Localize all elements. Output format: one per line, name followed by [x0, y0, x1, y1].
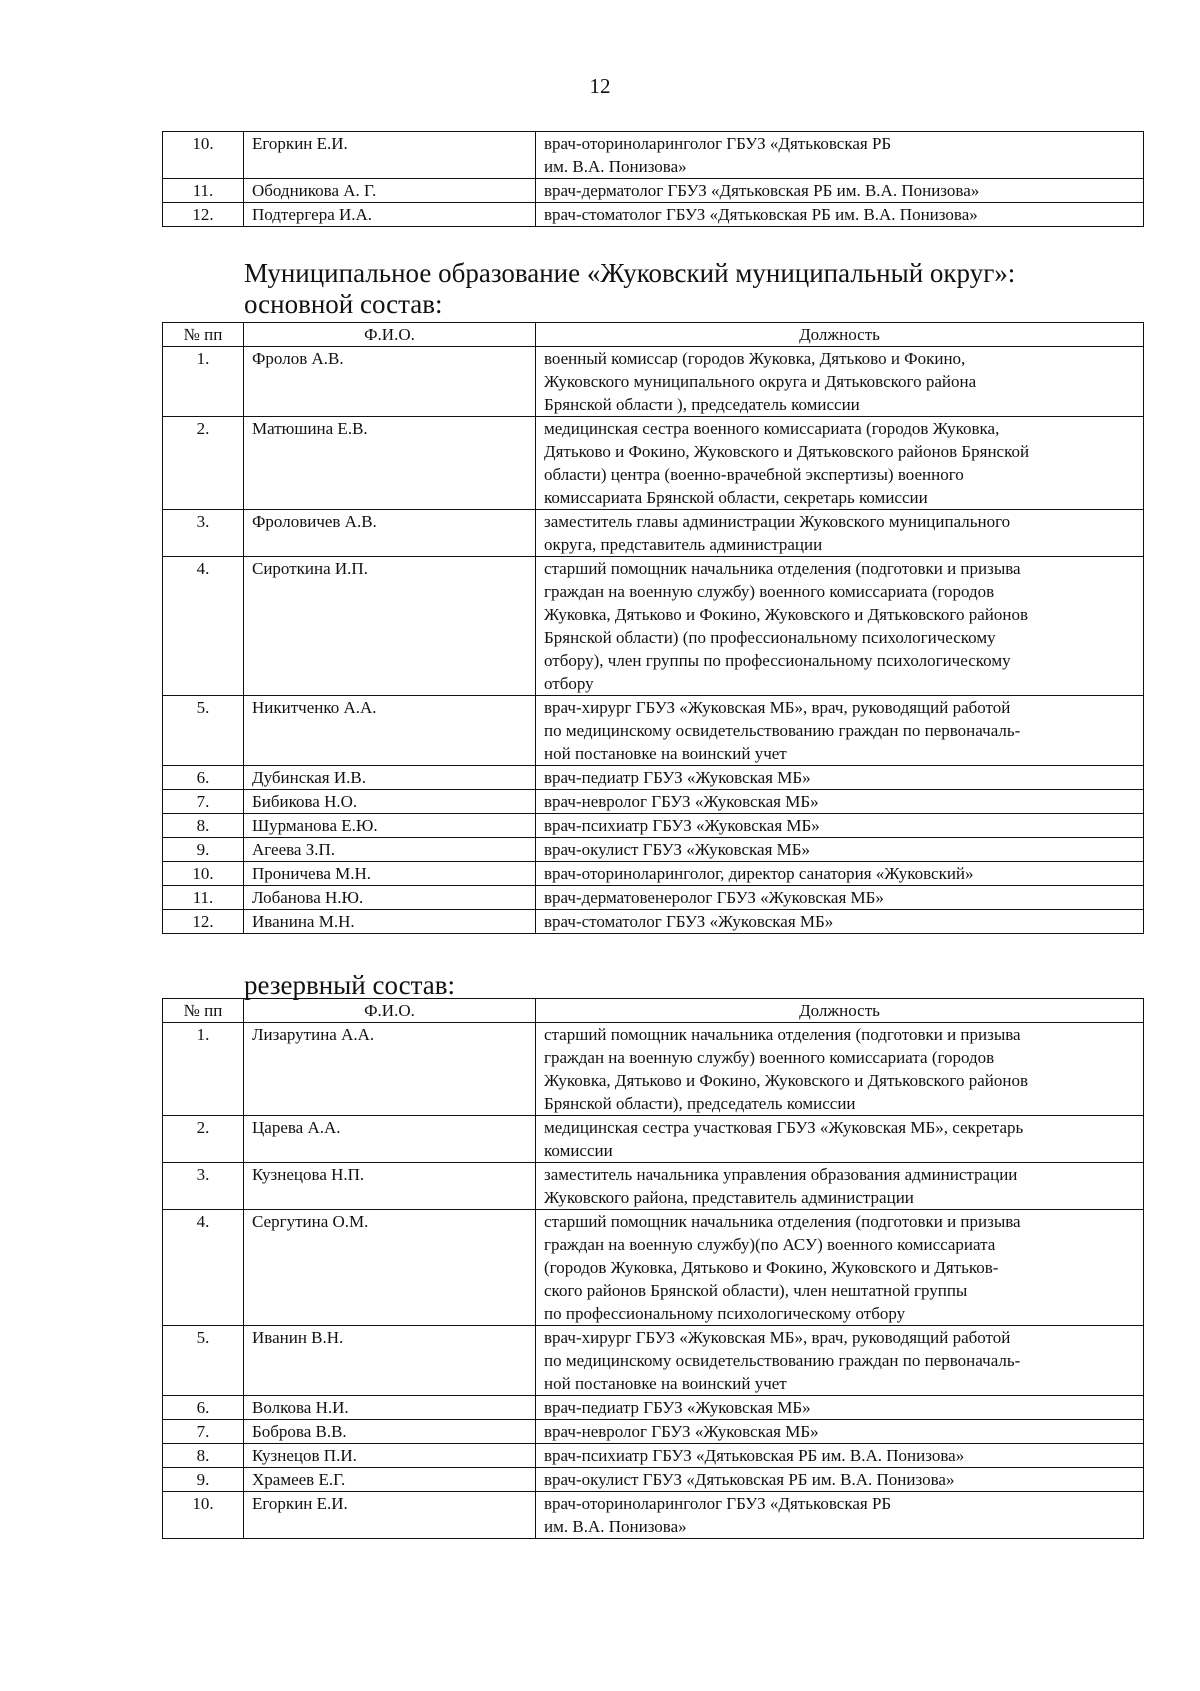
- main-table: [162, 322, 1144, 934]
- table-row: [163, 1163, 1144, 1210]
- cell-num: 12.: [163, 910, 244, 934]
- cell-name: Иванина М.Н.: [244, 910, 536, 934]
- cell-position: врач-педиатр ГБУЗ «Жуковская МБ»: [536, 766, 1144, 790]
- cell-name: Царева А.А.: [244, 1116, 536, 1163]
- table-row: [163, 1210, 1144, 1326]
- cell-num: 8.: [163, 1444, 244, 1468]
- cell-position: врач-дерматовенеролог ГБУЗ «Жуковская МБ»: [536, 886, 1144, 910]
- table-row: [163, 1023, 1144, 1116]
- table-row: [163, 347, 1144, 417]
- cell-name: Агеева З.П.: [244, 838, 536, 862]
- cell-num: 1.: [163, 1023, 244, 1116]
- table-row: [163, 1468, 1144, 1492]
- cell-position: врач-дерматолог ГБУЗ «Дятьковская РБ им. В.А. Понизова»: [536, 179, 1144, 203]
- cell-num: 11.: [163, 886, 244, 910]
- cell-position: врач-хирург ГБУЗ «Жуковская МБ», врач, руководящий работой по медицинскому освидетельствованию граждан по первоначаль- ной постановке на воинский учет: [536, 1326, 1144, 1396]
- header-name: Ф.И.О.: [244, 999, 536, 1023]
- cell-name: Волкова Н.И.: [244, 1396, 536, 1420]
- reserve-title: резервный состав:: [244, 970, 456, 1000]
- table-row: [163, 179, 1144, 203]
- cell-position: заместитель начальника управления образования администрации Жуковского района, представитель администрации: [536, 1163, 1144, 1210]
- table-row: [163, 838, 1144, 862]
- table-row: [163, 1492, 1144, 1539]
- cell-name: Егоркин Е.И.: [244, 1492, 536, 1539]
- cell-num: 2.: [163, 417, 244, 510]
- cell-position: врач-психиатр ГБУЗ «Жуковская МБ»: [536, 814, 1144, 838]
- cell-position: врач-окулист ГБУЗ «Жуковская МБ»: [536, 838, 1144, 862]
- table-row: [163, 132, 1144, 179]
- table-row: [163, 510, 1144, 557]
- page-number: 12: [589, 74, 611, 98]
- top-table-body: [163, 132, 1144, 227]
- cell-name: Сергутина О.М.: [244, 1210, 536, 1326]
- cell-name: Кузнецов П.И.: [244, 1444, 536, 1468]
- table-row: [163, 1444, 1144, 1468]
- cell-name: Ободникова А. Г.: [244, 179, 536, 203]
- cell-num: 11.: [163, 179, 244, 203]
- main-table-body: [163, 347, 1144, 934]
- table-row: [163, 766, 1144, 790]
- reserve-table-body: [163, 1023, 1144, 1539]
- section-title-line-2: основной состав:: [244, 289, 443, 319]
- table-row: [163, 417, 1144, 510]
- cell-name: Иванин В.Н.: [244, 1326, 536, 1396]
- cell-name: Храмеев Е.Г.: [244, 1468, 536, 1492]
- header-name: Ф.И.О.: [244, 323, 536, 347]
- table-row: [163, 910, 1144, 934]
- cell-num: 8.: [163, 814, 244, 838]
- table-row: [163, 790, 1144, 814]
- cell-num: 5.: [163, 696, 244, 766]
- cell-num: 5.: [163, 1326, 244, 1396]
- cell-position: врач-окулист ГБУЗ «Дятьковская РБ им. В.А. Понизова»: [536, 1468, 1144, 1492]
- cell-num: 6.: [163, 1396, 244, 1420]
- cell-num: 3.: [163, 1163, 244, 1210]
- section-title: [244, 258, 1015, 320]
- table-row: [163, 557, 1144, 696]
- cell-name: Проничева М.Н.: [244, 862, 536, 886]
- cell-num: 4.: [163, 557, 244, 696]
- cell-num: 2.: [163, 1116, 244, 1163]
- main-table-header-row: [163, 323, 1144, 347]
- cell-position: врач-стоматолог ГБУЗ «Жуковская МБ»: [536, 910, 1144, 934]
- cell-name: Шурманова Е.Ю.: [244, 814, 536, 838]
- cell-position: военный комиссар (городов Жуковка, Дятьково и Фокино, Жуковского муниципального округа и Дятьковского района Брянской области ), председатель комиссии: [536, 347, 1144, 417]
- cell-position: медицинская сестра военного комиссариата (городов Жуковка, Дятьково и Фокино, Жуковского и Дятьковского районов Брянской области) центра (военно-врачебной экспертизы) военного комиссариата Брянской области, секретарь комиссии: [536, 417, 1144, 510]
- cell-num: 10.: [163, 1492, 244, 1539]
- cell-position: старший помощник начальника отделения (подготовки и призыва граждан на военную службу) военного комиссариата (городов Жуковка, Дятьково и Фокино, Жуковского и Дятьковского районов Брянской области), председатель комиссии: [536, 1023, 1144, 1116]
- table-row: [163, 814, 1144, 838]
- cell-num: 7.: [163, 790, 244, 814]
- cell-num: 7.: [163, 1420, 244, 1444]
- table-row: [163, 1116, 1144, 1163]
- cell-position: врач-педиатр ГБУЗ «Жуковская МБ»: [536, 1396, 1144, 1420]
- cell-position: врач-оториноларинголог ГБУЗ «Дятьковская РБ им. В.А. Понизова»: [536, 132, 1144, 179]
- cell-position: врач-оториноларинголог ГБУЗ «Дятьковская РБ им. В.А. Понизова»: [536, 1492, 1144, 1539]
- cell-position: врач-оториноларинголог, директор санатория «Жуковский»: [536, 862, 1144, 886]
- cell-position: старший помощник начальника отделения (подготовки и призыва граждан на военную службу) военного комиссариата (городов Жуковка, Дятьково и Фокино, Жуковского и Дятьковского районов Брянской области) (по профессиональному психологическому отбору), член группы по профессиональному психологическому отбору: [536, 557, 1144, 696]
- cell-name: Фроловичев А.В.: [244, 510, 536, 557]
- cell-position: врач-психиатр ГБУЗ «Дятьковская РБ им. В.А. Понизова»: [536, 1444, 1144, 1468]
- table-row: [163, 1420, 1144, 1444]
- cell-name: Боброва В.В.: [244, 1420, 536, 1444]
- table-row: [163, 862, 1144, 886]
- table-row: [163, 1396, 1144, 1420]
- table-row: [163, 886, 1144, 910]
- cell-position: врач-стоматолог ГБУЗ «Дятьковская РБ им. В.А. Понизова»: [536, 203, 1144, 227]
- cell-num: 3.: [163, 510, 244, 557]
- table-row: [163, 696, 1144, 766]
- cell-num: 4.: [163, 1210, 244, 1326]
- header-position: Должность: [536, 999, 1144, 1023]
- cell-num: 10.: [163, 862, 244, 886]
- cell-position: заместитель главы администрации Жуковского муниципального округа, представитель администрации: [536, 510, 1144, 557]
- cell-name: Дубинская И.В.: [244, 766, 536, 790]
- cell-name: Никитченко А.А.: [244, 696, 536, 766]
- cell-name: Сироткина И.П.: [244, 557, 536, 696]
- cell-name: Лобанова Н.Ю.: [244, 886, 536, 910]
- cell-num: 1.: [163, 347, 244, 417]
- cell-position: врач-хирург ГБУЗ «Жуковская МБ», врач, руководящий работой по медицинскому освидетельствованию граждан по первоначаль- ной постановке на воинский учет: [536, 696, 1144, 766]
- cell-position: медицинская сестра участковая ГБУЗ «Жуковская МБ», секретарь комиссии: [536, 1116, 1144, 1163]
- table-row: [163, 203, 1144, 227]
- reserve-table-header-row: [163, 999, 1144, 1023]
- header-num: № пп: [163, 999, 244, 1023]
- header-num: № пп: [163, 323, 244, 347]
- cell-name: Кузнецова Н.П.: [244, 1163, 536, 1210]
- cell-position: старший помощник начальника отделения (подготовки и призыва граждан на военную службу)(по АСУ) военного комиссариата (городов Жуковка, Дятьково и Фокино, Жуковского и Дятьков- ского районов Брянской области), член нештатной группы по профессиональному психологическому отбору: [536, 1210, 1144, 1326]
- cell-name: Бибикова Н.О.: [244, 790, 536, 814]
- cell-num: 9.: [163, 838, 244, 862]
- table-row: [163, 1326, 1144, 1396]
- cell-num: 6.: [163, 766, 244, 790]
- cell-num: 10.: [163, 132, 244, 179]
- header-position: Должность: [536, 323, 1144, 347]
- cell-name: Егоркин Е.И.: [244, 132, 536, 179]
- cell-num: 9.: [163, 1468, 244, 1492]
- cell-position: врач-невролог ГБУЗ «Жуковская МБ»: [536, 1420, 1144, 1444]
- top-table: [162, 131, 1144, 227]
- cell-name: Матюшина Е.В.: [244, 417, 536, 510]
- cell-num: 12.: [163, 203, 244, 227]
- reserve-table: [162, 998, 1144, 1539]
- cell-position: врач-невролог ГБУЗ «Жуковская МБ»: [536, 790, 1144, 814]
- cell-name: Лизарутина А.А.: [244, 1023, 536, 1116]
- section-title-line-1: Муниципальное образование «Жуковский муниципальный округ»:: [244, 258, 1016, 288]
- cell-name: Фролов А.В.: [244, 347, 536, 417]
- cell-name: Подтергера И.А.: [244, 203, 536, 227]
